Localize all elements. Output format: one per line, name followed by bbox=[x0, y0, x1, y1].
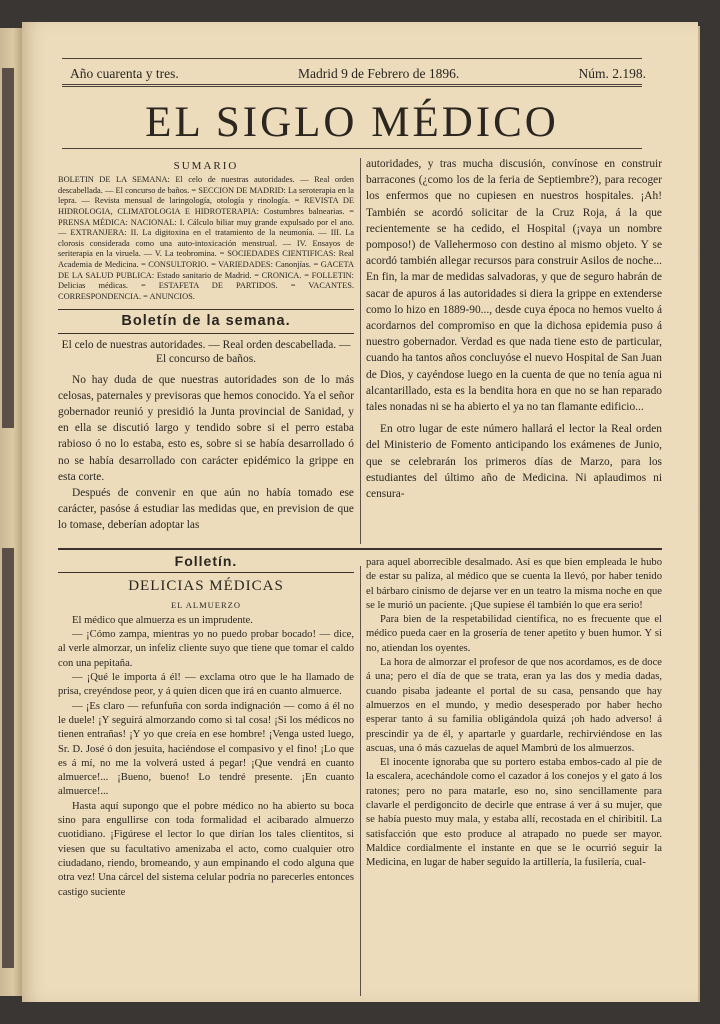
section-rule bbox=[58, 333, 354, 334]
sumario-title: SUMARIO bbox=[173, 160, 239, 172]
boletin-heading: Boletín de la semana. bbox=[121, 313, 291, 330]
folletin-paragraph: El médico que almuerza es un imprudente. bbox=[72, 614, 253, 626]
folletin-paragraph: — ¡Qué le importa á él! — exclama otro que le ha llamado de prisa, creyéndose peor, y á quien dicen que irá en cuanto almuerce. bbox=[58, 672, 354, 698]
masthead-rule bbox=[62, 84, 642, 85]
folletin-paragraph: — ¡Es claro — refunfuña con sorda indignación — como á él no le duele! ¡Y seguirá almorzando como si tal cosa! ¡Si los médicos no tienen entrañas! ¡Y yo que creía en ese hombre! ¡Venga usted luego, Sr. D. José ó don jesuita, haciéndose el compasivo y el fino! ¡Lo que es á mí, no me la volverá usted á pegar! ¡Que vendrá en cuanto almuerce!... ¡Bueno, bueno! Lo tendré presente. ¡En cuanto almuerce!... bbox=[58, 700, 354, 798]
newspaper-title: EL SIGLO MÉDICO bbox=[145, 99, 559, 146]
right-column-top bbox=[366, 156, 662, 502]
folletin-paragraph: Hasta aquí supongo que el pobre médico no ha abierto su boca sino para engullirse con toda formalidad el acibarado almuerzo cuotidiano. ¡Figúrese el lector lo que dirían los tales clientitos, si viesen que su facultativo amenizaba el acto, como cualquier otro ciudadano, riendo, bromeando, y aun empinando el codo alguna que otra vez! Una cárcel del sistema celular podría no parecerles entonces castigo suciente bbox=[58, 800, 354, 898]
folletin-column-continued bbox=[366, 556, 662, 871]
title-rule bbox=[62, 148, 642, 149]
folletin-paragraph: El inocente ignoraba que su portero estaba embos-cado al pie de la escalera, acechándole como el cazador á los conejos y el gato á los ratones; pero no para matarle, eso no, sino sencillamente para clavarle el perdigoncito de decirle que entrase á ver á su mujer, que se había puesto muy mala, y estaba allí, recostada en el chiribitil. La satisfacción que esto produce al atrapado no puede ser mayor. Maldice cordialmente el instante en que se le ocurrió seguir la Medicina, en lugar de haber seguido la artillería, la fusilería, cual- bbox=[366, 757, 662, 869]
section-rule bbox=[58, 309, 354, 310]
folletin-subtitle: EL ALMUERZO bbox=[171, 599, 241, 610]
column-divider bbox=[360, 566, 361, 996]
left-column-top bbox=[58, 158, 354, 534]
folletin-paragraph: La hora de almorzar el profesor de que nos acordamos, es de doce á una; pero el día de que se trata, eran ya las dos y media dadas, cuando pisaba jadeante el portal de su casa, pensando que hay almuerzos en el mundo, y medio desesperado por haber hecho esperar tanto á su familia obligándola quizá ¡oh hado adverso! á prescindir ya de él, y apartarle y guardarle, rechirviéndose en las ascuas, una ó más cazuelas de aquel Mambrú de los almuerzos. bbox=[366, 657, 662, 754]
issue-number: Núm. 2.198. bbox=[578, 66, 646, 81]
top-rule bbox=[62, 58, 642, 59]
boletin-paragraph: Después de convenir en que aún no había tomado ese carácter, pasóse á estudiar las medidas que, en prevision de que lo tomase, deberían adoptar las bbox=[58, 486, 354, 532]
folletin-paragraph: Para bien de la respetabilidad científica, no es frecuente que el médico pueda caer en la grosería de tener apetito y buen humor. Y si no, atiendan los oyentes. bbox=[366, 614, 662, 654]
masthead-info bbox=[70, 66, 646, 82]
left-page-edge bbox=[0, 28, 22, 996]
editorial-paragraph: autoridades, y tras mucha discusión, convínose en construir barracones (¿como los de la feria de Septiembre?), para recoger los enfermos que no cupiesen en nuestros hospitales. ¡Ah! También se acordó solicitar de la Cruz Roja, á la que recientemente se ha cedido, el Hospital (¡vaya un nombre pomposo!) de Vallehermoso con destino al mismo objeto. Y se acordó también allegar recursos para construir Asilos de noche... En fin, la mar de medidas salvadoras, y que de seguro habrán de sacar de apuros á las autoridades si diera la grippe en extenderse como lo hizo en 1889-90..., desde cuya época no hemos vuelto á acordarnos del compromiso en que la dichosa epidemia puso á nuestro gobernador. Verdad es que nada tiene esto de particular, cuando ha tantos años concluyóse el nuevo Hospital de San Juan de Dios, y cayéndose luego en la cuenta de que no tenía agua ni alcantarillado, esta es la bendita hora en que no se han reparado tales nonadas ni se ha abierto el ya no tan flamante edificio... bbox=[366, 158, 662, 414]
year-label: Año cuarenta y tres. bbox=[70, 66, 179, 81]
masthead-rule bbox=[62, 86, 642, 87]
folletin-column bbox=[58, 554, 354, 900]
left-page-print-strip bbox=[2, 68, 14, 428]
folletin-paragraph: para aquel aborrecible desalmado. Así es que bien empleada le hubo de estar su paliza, al médico que se cuenta la llevó, por haber tenido el bárbaro cinismo de dejarse ver en un teatro la misma noche en que se le murió un paciente. ¡Que supiese él también lo que era serio! bbox=[366, 557, 662, 611]
date-label: Madrid 9 de Febrero de 1896. bbox=[298, 66, 460, 81]
folletin-heading: Folletín. bbox=[174, 553, 238, 569]
sumario-text: BOLETIN DE LA SEMANA: El celo de nuestras autoridades. — Real orden descabellada. — El concurso de baños. = SECCION DE MADRID: La seroterapia en la lepra. — Revista mensual de laringología, otología y rinología. = REVISTA DE HIDROLOGIA, CLIMATOLOGIA E HIDROTERAPIA: Costumbres balnearias. = PRENSA MÉDICA: NACIONAL: I. Cálculo biliar muy grande expulsado por el ano. — EXTRANJERA: II. La digitoxina en el tratamiento de la neumonía. — III. La clorosis considerada como una auto-intoxicación menstrual. — IV. Ensayos de seriterapia en la viruela. — V. La teobromina. = SOCIEDADES CIENTIFICAS: Real Academia de Medicina. = CONSULTORIO. = VARIEDADES: Canonjías. = GACETA DE LA SALUD PUBLICA: Estado sanitario de Madrid. = CRONICA. = FOLLETIN: Delicias médicas. = ESTAFETA DE PARTIDOS. = VACANTES. CORRESPONDENCIA. = ANUNCIOS. bbox=[58, 175, 354, 301]
boletin-subheading: El celo de nuestras autoridades. — Real orden descabellada. — El concurso de baños. bbox=[61, 338, 351, 365]
editorial-paragraph: En otro lugar de este número hallará el lector la Real orden del Ministerio de Fomento anticipando los exámenes de Junio, que se celebrarán los primeros días de Marzo, para los estudiantes del último año de Medicina. Ni aplaudimos ni censura- bbox=[366, 423, 662, 501]
section-rule bbox=[58, 572, 354, 573]
folletin-title: DELICIAS MÉDICAS bbox=[128, 578, 284, 595]
folletin-separator bbox=[58, 548, 662, 550]
boletin-paragraph: No hay duda de que nuestras autoridades son de lo más celosas, paternales y previsoras que hemos conocido. Ya el señor gobernador reunió y presidió la Junta provincial de Sanidad, y en ella se discutió largo y tendido sobre si el perro estaba rabioso ó no lo estaba, esto es, sobre si se había desarrollado ó no se había desarrollado con carácter epidémico la grippe en esta corte. bbox=[58, 373, 354, 483]
newspaper-page bbox=[22, 22, 698, 1002]
folletin-paragraph: — ¡Cómo zampa, mientras yo no puedo probar bocado! — dice, al verle almorzar, un infeliz cliente suyo que tiene que tomar el caldo con una pepitaña. bbox=[58, 629, 354, 669]
left-page-print-strip bbox=[2, 548, 14, 968]
column-divider bbox=[360, 158, 361, 544]
